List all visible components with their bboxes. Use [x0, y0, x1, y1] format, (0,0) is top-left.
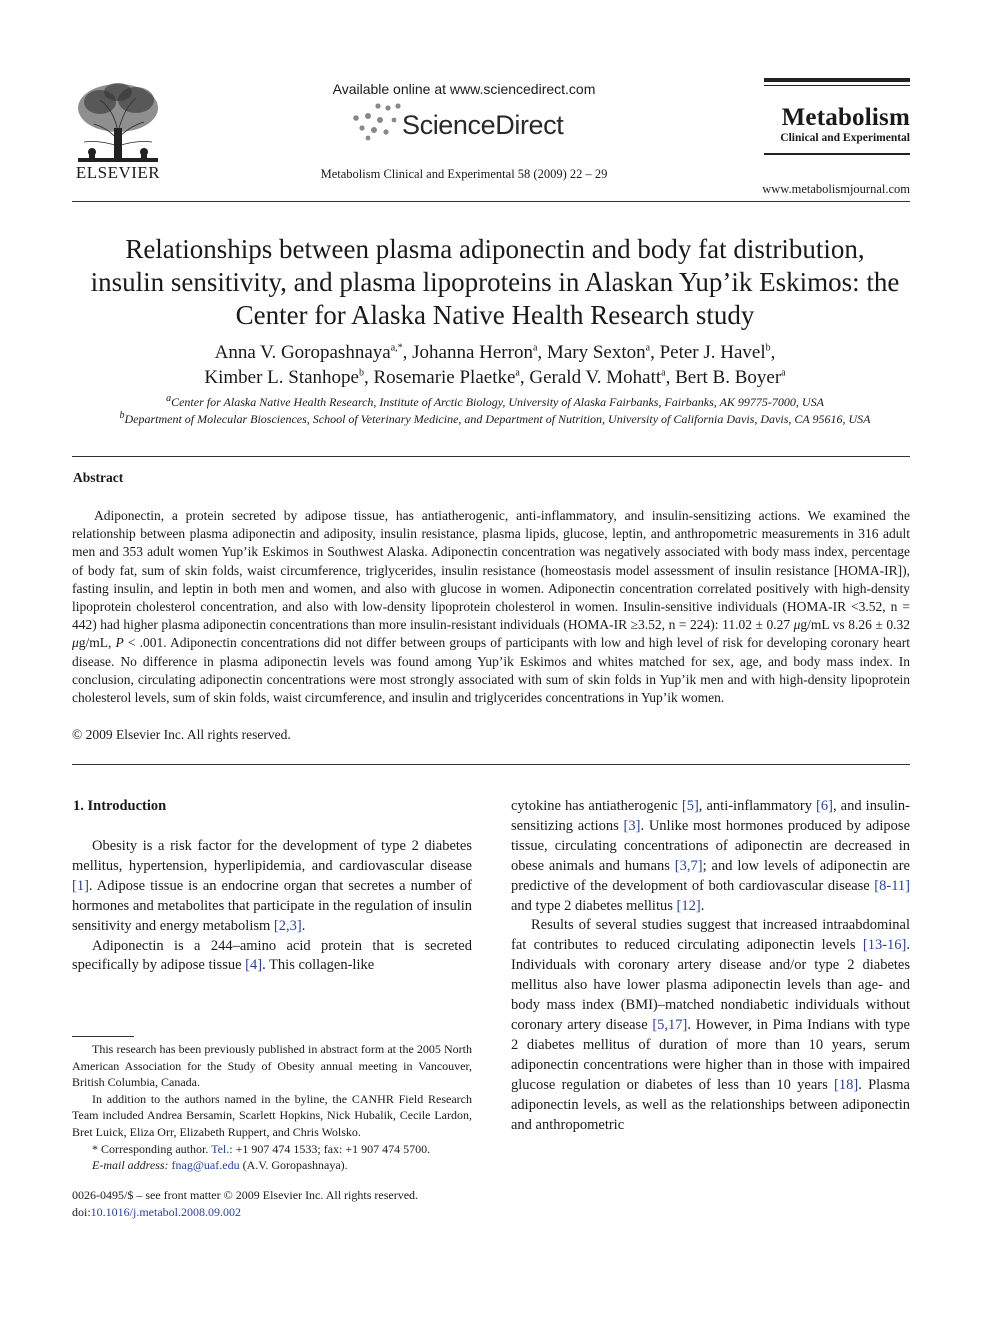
author-name: Peter J. Havel [659, 342, 766, 363]
author-affil-mark: a [661, 367, 666, 379]
footnote: In addition to the authors named in the byline, the CANHR Field Research Team included Andrea Bersamin, Scarlett Hopkins, Nick Hubalik, Cecile Lardon, Bret Luick, Eliza Orr, Elizabeth Ruppert, and Chris Wolsko. [72, 1091, 472, 1139]
doi-link[interactable]: 10.1016/j.metabol.2008.09.002 [90, 1204, 241, 1219]
citation-link[interactable]: [2,3] [273, 917, 302, 934]
author-name: Mary Sexton [546, 342, 646, 363]
header-divider [72, 201, 910, 202]
footnote: This research has been previously published in abstract form at the 2005 North American Association for the Study of Obesity annual meeting in Vancouver, British Columbia, Canada. [72, 1042, 472, 1090]
abstract-copyright: © 2009 Elsevier Inc. All rights reserved. [72, 727, 291, 742]
citation-link[interactable]: [1] [72, 877, 89, 894]
title-line: Relationships between plasma adiponectin and body fat distribution, [125, 234, 865, 264]
masthead-rule [764, 153, 910, 155]
author-affil-mark: a [515, 367, 520, 379]
citation-link[interactable]: [12] [676, 897, 701, 914]
issn-line: 0026-0495/$ – see front matter © 2009 Elsevier Inc. All rights reserved. [72, 1188, 419, 1202]
affiliations [60, 394, 930, 428]
article-title [60, 233, 930, 332]
journal-name: Metabolism [781, 104, 910, 131]
title-line: insulin sensitivity, and plasma lipoproteins in Alaskan Yup’ik Eskimos: the [90, 267, 900, 297]
abstract-text: Adiponectin, a protein secreted by adipose tissue, has antiatherogenic, anti-inflammatory, and insulin-sensitizing actions. We examined the relationship between plasma adiponectin and adiposity, insulin resistance, plasma lipids, glucose, leptin, and anthropometric measurements in 316 adult men and 353 adult women Yup’ik Eskimos in Southwest Alaska. Adiponectin concentration was negatively associated with body mass index, percentage of body fat, sum of skin folds, waist circumference, triglycerides, insulin resistance (homeostasis model assessment of insulin resistance [HOMA-IR]), fasting insulin, and leptin in both men and women, and also with glucose in women. Adiponectin concentration correlated positively with high-density lipoprotein cholesterol concentration, and also with low-density lipoprotein cholesterol in women. Insulin-sensitive individuals (HOMA-IR <3.52, n = 442) had higher plasma adiponectin concentrations than more insulin-resistant individuals (HOMA-IR ≥3.52, n = 224): 11.02 ± 0.27 μg/mL vs 8.26 ± 0.32 μg/mL, P < .001. Adiponectin concentrations did not differ between groups of participants with low and high level of risk for developing coronary heart disease. No difference in plasma adiponectin levels was found among Yup’ik Eskimos and whites matched for sex, age, and body mass index. In conclusion, circulating adiponectin concentrations were most strongly associated with sum of skin folds in Yup’ik men and with high-density lipoprotein cholesterol levels, sum of skin folds, waist circumference, and insulin and triglycerides concentrations in Yup’ik women. [72, 508, 911, 706]
author-name: Johanna Herron [412, 342, 533, 363]
corresponding-mark[interactable]: * [397, 342, 403, 354]
citation-link[interactable]: [4] [245, 957, 263, 974]
sciencedirect-wordmark: ScienceDirect [402, 110, 564, 140]
author-name: Gerald V. Mohatt [529, 367, 662, 388]
available-online-text: Available online at www.sciencedirect.com [332, 81, 596, 97]
abstract-divider [72, 764, 910, 765]
citation-link[interactable]: [5,17] [652, 1016, 688, 1033]
abstract-heading: Abstract [73, 470, 124, 485]
author-affil-mark: b [765, 342, 771, 354]
front-matter [72, 1187, 472, 1220]
body-paragraph: Adiponectin is a 244–amino acid protein that is secreted specifically by adipose tissue [4]. This collagen-like [72, 937, 472, 974]
body-column-left [72, 837, 472, 976]
title-divider [72, 456, 910, 457]
tel-link[interactable]: Tel. [211, 1141, 230, 1156]
author-name: Rosemarie Plaetke [373, 367, 516, 388]
masthead-rule [764, 85, 910, 86]
journal-citation: Metabolism Clinical and Experimental 58 (2009) 22 – 29 [320, 167, 608, 181]
author-name: Anna V. Goropashnaya [214, 342, 391, 363]
journal-url[interactable]: www.metabolismjournal.com [762, 182, 910, 196]
section-heading: 1. Introduction [73, 798, 167, 814]
author-affil-mark: a [781, 367, 786, 379]
footnotes [72, 1041, 472, 1174]
body-paragraph: Results of several studies suggest that increased intraabdominal fat contributes to reduced circulating adiponectin levels [13-16]. Individuals with coronary artery disease and/or type 2 diabetes mellitus also have lower plasma adiponectin levels than age- and body mass index (BMI)–matched nondiabetic individuals without coronary artery disease [5,17]. However, in Pima Indians with type 2 diabetes mellitus of duration of more than 10 years, serum adiponectin concentrations were higher than in those with impaired glucose regulation or diabetes of less than 10 years [18]. Plasma adiponectin levels, as well as the relationships between adiponectin and anthropometric [511, 917, 910, 1133]
body-paragraph: Obesity is a risk factor for the development of type 2 diabetes mellitus, hypertension, hyperlipidemia, and cardiovascular disease [1]. Adipose tissue is an endocrine organ that secretes a number of hormones and metabolites that participate in the regulation of insulin sensitivity and energy metabolism [2,3]. [72, 838, 472, 934]
masthead-rule [764, 78, 910, 82]
doi-line: doi:10.1016/j.metabol.2008.09.002 [72, 1204, 241, 1219]
journal-subtitle: Clinical and Experimental [780, 132, 910, 144]
citation-link[interactable]: [13-16] [862, 937, 907, 954]
footnote-corresponding: * Corresponding author. Tel.: +1 907 474 1533; fax: +1 907 474 5700. [92, 1141, 431, 1156]
publisher-name: ELSEVIER [75, 163, 161, 182]
footnote-divider [72, 1036, 134, 1037]
sciencedirect-dots-icon [344, 100, 404, 144]
author-list: Anna V. Goropashnaya$^{a,*}$, Johanna Herron$^a$, Mary Sexton$^a$, Peter J. Havel$^b$, Kimber L. Stanhope$^b$, Rosemarie Plaetke$^a$, Gerald V. Mohatt$^a$, Bert B. Boyer$^a$ [204, 342, 786, 388]
author-affil-mark: a [532, 342, 538, 354]
body-paragraph: cytokine has antiatherogenic [5], anti-inflammatory [6], and insulin-sensitizing actions [3]. Unlike most hormones produced by adipose tissue, circulating concentrations of adiponectin are decreased in obese animals and humans [3,7]; and low levels of adiponectin are predictive of the development of both cardiovascular disease [8-11] and type 2 diabetes mellitus [12]. [511, 798, 911, 914]
author-affil-mark: a [645, 342, 651, 354]
affiliation: $^a$Center for Alaska Native Health Research, Institute of Arctic Biology, University of Alaska Fairbanks, Fairbanks, AK 99775-7000, USA [166, 393, 824, 409]
citation-link[interactable]: [3] [623, 817, 641, 834]
author-affil-mark: b [358, 367, 364, 379]
citation-link[interactable]: [18] [834, 1076, 859, 1093]
body-column-right [511, 797, 910, 1135]
citation-link[interactable]: [3,7] [674, 857, 703, 874]
footnote-email: E-mail address: fnag@uaf.edu (A.V. Goropashnaya). [92, 1158, 348, 1173]
author-name: Bert B. Boyer [675, 367, 782, 388]
sciencedirect-logo[interactable] [344, 100, 584, 144]
citation-link[interactable]: [8-11] [874, 877, 910, 894]
author-affil-mark: a, [390, 342, 398, 354]
title-line: Center for Alaska Native Health Research study [235, 300, 755, 330]
email-link[interactable]: fnag@uaf.edu [171, 1158, 240, 1173]
author-name: Kimber L. Stanhope [204, 367, 359, 388]
citation-link[interactable]: [5] [681, 798, 699, 814]
affiliation: $^b$Department of Molecular Biosciences, School of Veterinary Medicine, and Department of Nutrition, University of California Davis, Davis, CA 95616, USA [119, 410, 871, 426]
citation-link[interactable]: [6] [816, 798, 833, 814]
